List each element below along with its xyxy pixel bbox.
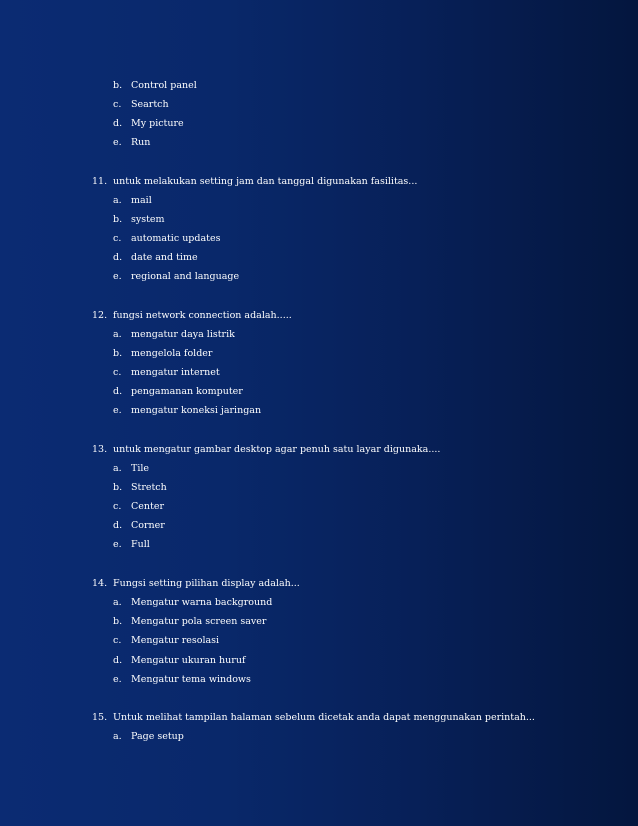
- option-letter: a.: [113, 329, 122, 340]
- option-text: Run: [131, 137, 151, 148]
- option-text: Mengatur ukuran huruf: [131, 655, 246, 666]
- option-letter: b.: [113, 348, 123, 359]
- option-letter: d.: [113, 520, 123, 531]
- question-number: 13.: [92, 444, 108, 455]
- option-letter: d.: [113, 118, 123, 129]
- option-text: Full: [131, 539, 150, 550]
- option-text: Mengatur pola screen saver: [131, 616, 267, 627]
- option-text: Page setup: [131, 731, 184, 742]
- option-letter: e.: [113, 674, 122, 685]
- option-text: mengatur koneksi jaringan: [131, 405, 262, 416]
- option-letter: e.: [113, 405, 122, 416]
- question-text: untuk mengatur gambar desktop agar penuh satu layar digunaka....: [113, 444, 441, 455]
- option-letter: a.: [113, 597, 122, 608]
- option-text: Mengatur warna background: [131, 597, 273, 608]
- question-text: fungsi network connection adalah.....: [113, 310, 292, 321]
- option-letter: e.: [113, 271, 122, 282]
- option-text: My picture: [131, 118, 184, 129]
- option-letter: c.: [113, 99, 122, 110]
- option-letter: d.: [113, 655, 123, 666]
- option-text: Center: [131, 501, 164, 512]
- option-text: Control panel: [131, 80, 197, 91]
- option-text: system: [131, 214, 165, 225]
- question-number: 11.: [92, 176, 108, 187]
- option-text: mengatur daya listrik: [131, 329, 235, 340]
- question-text: Fungsi setting pilihan display adalah...: [113, 578, 300, 589]
- option-letter: c.: [113, 501, 122, 512]
- option-text: pengamanan komputer: [131, 386, 243, 397]
- option-text: date and time: [131, 252, 198, 263]
- option-letter: c.: [113, 367, 122, 378]
- option-letter: c.: [113, 635, 122, 646]
- question-number: 15.: [92, 712, 108, 723]
- option-text: mail: [131, 195, 152, 206]
- option-text: Seartch: [131, 99, 169, 110]
- option-letter: e.: [113, 137, 122, 148]
- option-text: Tile: [131, 463, 150, 474]
- option-letter: b.: [113, 80, 123, 91]
- question-number: 12.: [92, 310, 108, 321]
- option-letter: b.: [113, 616, 123, 627]
- option-text: Stretch: [131, 482, 167, 493]
- option-text: Corner: [131, 520, 165, 531]
- option-letter: a.: [113, 731, 122, 742]
- option-letter: d.: [113, 386, 123, 397]
- option-text: automatic updates: [131, 233, 221, 244]
- question-text: untuk melakukan setting jam dan tanggal digunakan fasilitas...: [113, 176, 418, 187]
- option-letter: b.: [113, 482, 123, 493]
- question-number: 14.: [92, 578, 108, 589]
- option-text: Mengatur tema windows: [131, 674, 251, 685]
- option-letter: b.: [113, 214, 123, 225]
- question-text: Untuk melihat tampilan halaman sebelum dicetak anda dapat menggunakan perintah...: [113, 712, 535, 723]
- option-letter: a.: [113, 195, 122, 206]
- option-text: regional and language: [131, 271, 240, 282]
- option-text: mengatur internet: [131, 367, 220, 378]
- option-letter: e.: [113, 539, 122, 550]
- option-letter: c.: [113, 233, 122, 244]
- option-letter: a.: [113, 463, 122, 474]
- option-text: mengelola folder: [131, 348, 213, 359]
- option-letter: d.: [113, 252, 123, 263]
- option-text: Mengatur resolasi: [131, 635, 220, 646]
